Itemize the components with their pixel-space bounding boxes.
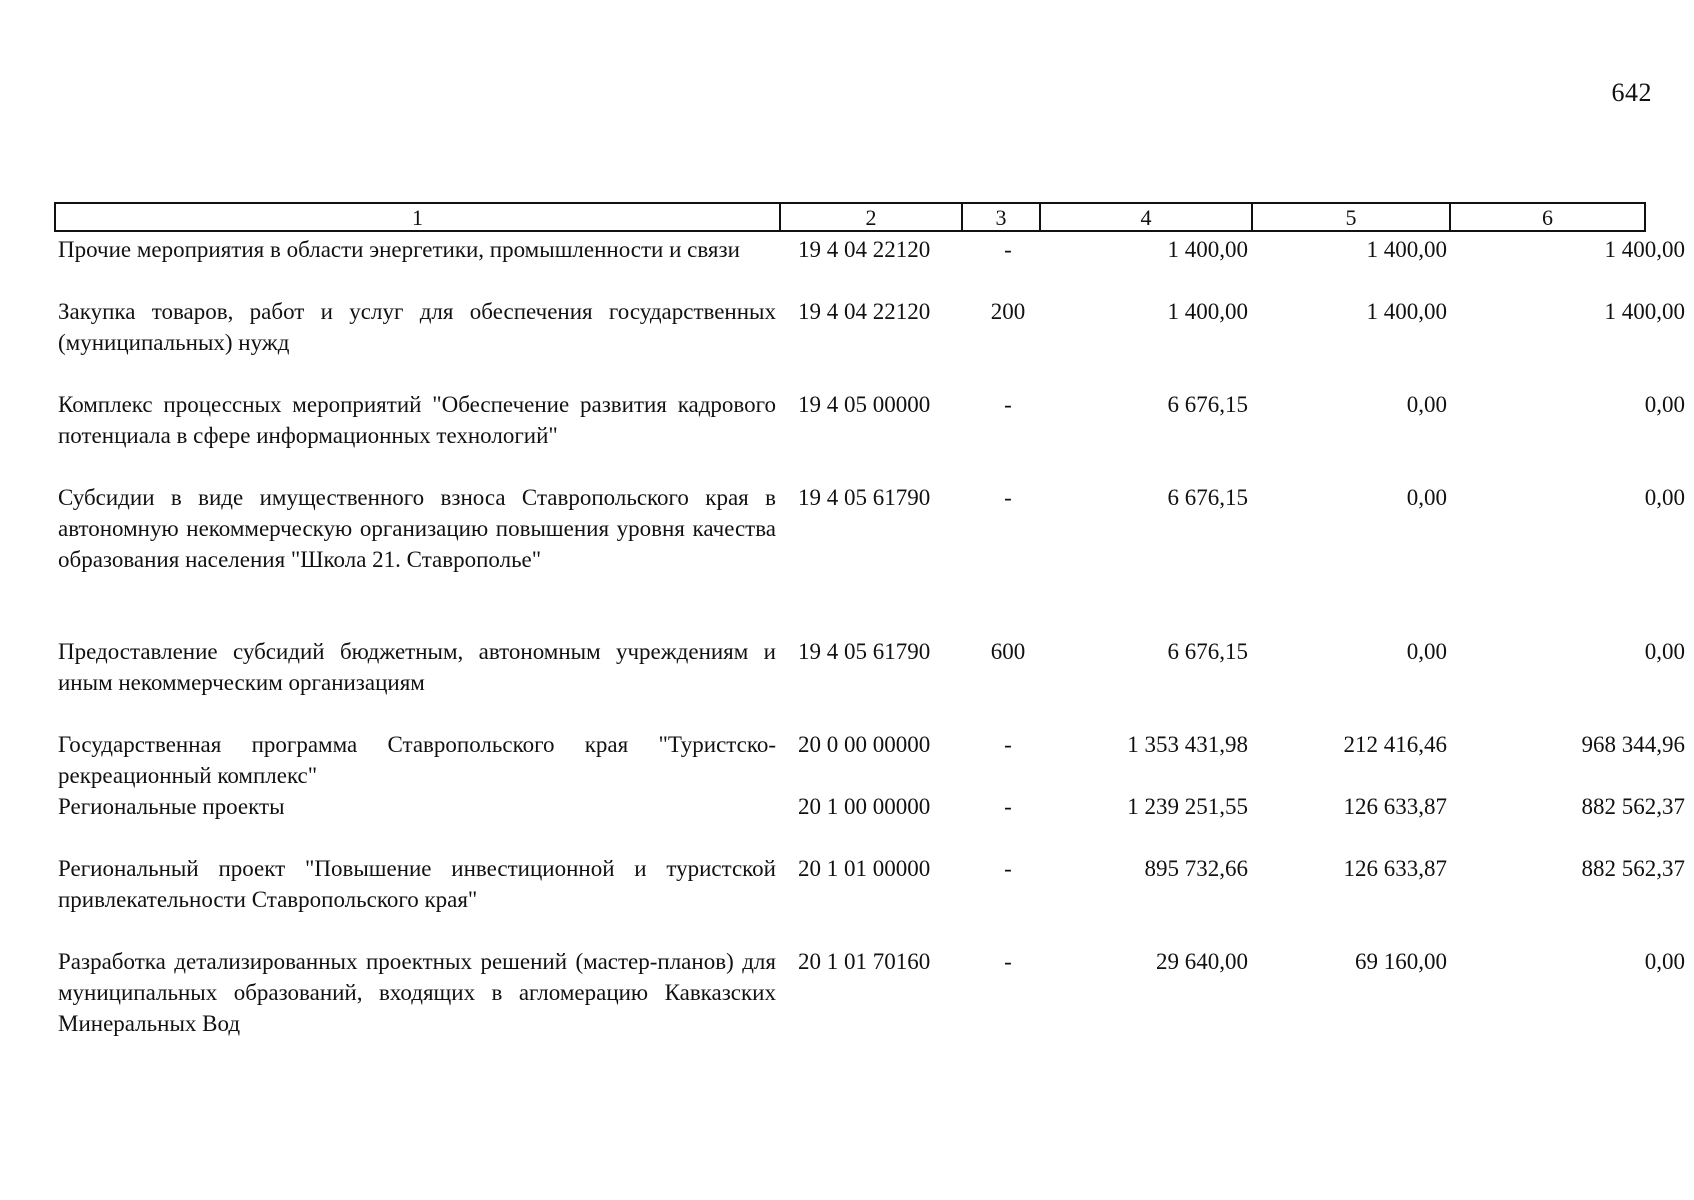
row-code: 20 0 00 00000: [798, 732, 931, 757]
row-name: Прочие мероприятия в области энергетики, промышленности и связи: [58, 237, 740, 262]
row-type: -: [1004, 856, 1012, 881]
row-value-3: 0,00: [1644, 949, 1685, 974]
row-value-3: 882 562,37: [1581, 794, 1685, 819]
row-type: -: [1004, 949, 1012, 974]
row-value-2: 212 416,46: [1343, 732, 1447, 757]
row-type: -: [1004, 732, 1012, 757]
row-code: 19 4 04 22120: [798, 237, 931, 262]
row-value-3: 0,00: [1644, 485, 1685, 510]
row-value-2: 0,00: [1406, 485, 1447, 510]
row-type: -: [1004, 392, 1012, 417]
row-name: Комплекс процессных мероприятий "Обеспечение развития кадрового потенциала в сфере информационных технологий": [58, 392, 776, 448]
row-name: Региональные проекты: [58, 794, 285, 819]
row-value-2: 0,00: [1406, 392, 1447, 417]
row-name: Субсидии в виде имущественного взноса Ставропольского края в автономную некоммерческую организацию повышения уровня качества образования населения "Школа 21. Ставрополье": [58, 485, 776, 572]
row-value-1: 1 239 251,55: [1127, 794, 1248, 819]
page-number: 642: [1611, 78, 1652, 107]
row-value-1: 1 353 431,98: [1127, 732, 1248, 757]
row-name: Региональный проект "Повышение инвестиционной и туристской привлекательности Ставропольского края": [58, 856, 776, 912]
row-value-2: 1 400,00: [1366, 299, 1447, 324]
row-type: 200: [990, 299, 1026, 324]
row-value-2: 126 633,87: [1343, 856, 1447, 881]
row-value-1: 1 400,00: [1167, 237, 1248, 262]
row-value-3: 1 400,00: [1604, 299, 1685, 324]
row-name: Предоставление субсидий бюджетным, автономным учреждениям и иным некоммерческим организациям: [58, 639, 776, 695]
header-col-1: 1: [56, 204, 781, 232]
header-col-6: 6: [1542, 205, 1553, 230]
row-name: Закупка товаров, работ и услуг для обеспечения государственных (муниципальных) нужд: [58, 299, 776, 355]
row-type: -: [1004, 237, 1012, 262]
row-value-1: 29 640,00: [1156, 949, 1248, 974]
row-code: 20 1 01 70160: [798, 949, 931, 974]
row-value-2: 0,00: [1406, 639, 1447, 664]
row-name: Государственная программа Ставропольского края "Туристско-рекреационный комплекс": [58, 732, 776, 788]
row-value-3: 968 344,96: [1581, 732, 1685, 757]
row-value-3: 882 562,37: [1581, 856, 1685, 881]
row-code: 20 1 01 00000: [798, 856, 931, 881]
row-code: 19 4 05 61790: [798, 639, 931, 664]
row-value-1: 6 676,15: [1167, 392, 1248, 417]
table-header: [54, 202, 1646, 232]
row-code: 20 1 00 00000: [798, 794, 931, 819]
header-col-3: 3: [963, 204, 1041, 232]
header-col-2: 2: [781, 204, 963, 232]
row-value-1: 6 676,15: [1167, 639, 1248, 664]
row-value-1: 1 400,00: [1167, 299, 1248, 324]
header-col-4: 4: [1041, 204, 1253, 232]
row-value-3: 1 400,00: [1604, 237, 1685, 262]
row-value-1: 895 732,66: [1144, 856, 1248, 881]
row-value-2: 1 400,00: [1366, 237, 1447, 262]
row-code: 19 4 05 00000: [798, 392, 931, 417]
row-type: -: [1004, 794, 1012, 819]
header-col-5: 5: [1253, 204, 1451, 232]
row-value-1: 6 676,15: [1167, 485, 1248, 510]
row-value-2: 126 633,87: [1343, 794, 1447, 819]
row-type: 600: [990, 639, 1026, 664]
row-type: -: [1004, 485, 1012, 510]
row-value-2: 69 160,00: [1355, 949, 1447, 974]
row-value-3: 0,00: [1644, 392, 1685, 417]
row-value-3: 0,00: [1644, 639, 1685, 664]
row-code: 19 4 04 22120: [798, 299, 931, 324]
row-code: 19 4 05 61790: [798, 485, 931, 510]
row-name: Разработка детализированных проектных решений (мастер-планов) для муниципальных образований, входящих в агломерацию Кавказских Минеральных Вод: [58, 949, 776, 1036]
